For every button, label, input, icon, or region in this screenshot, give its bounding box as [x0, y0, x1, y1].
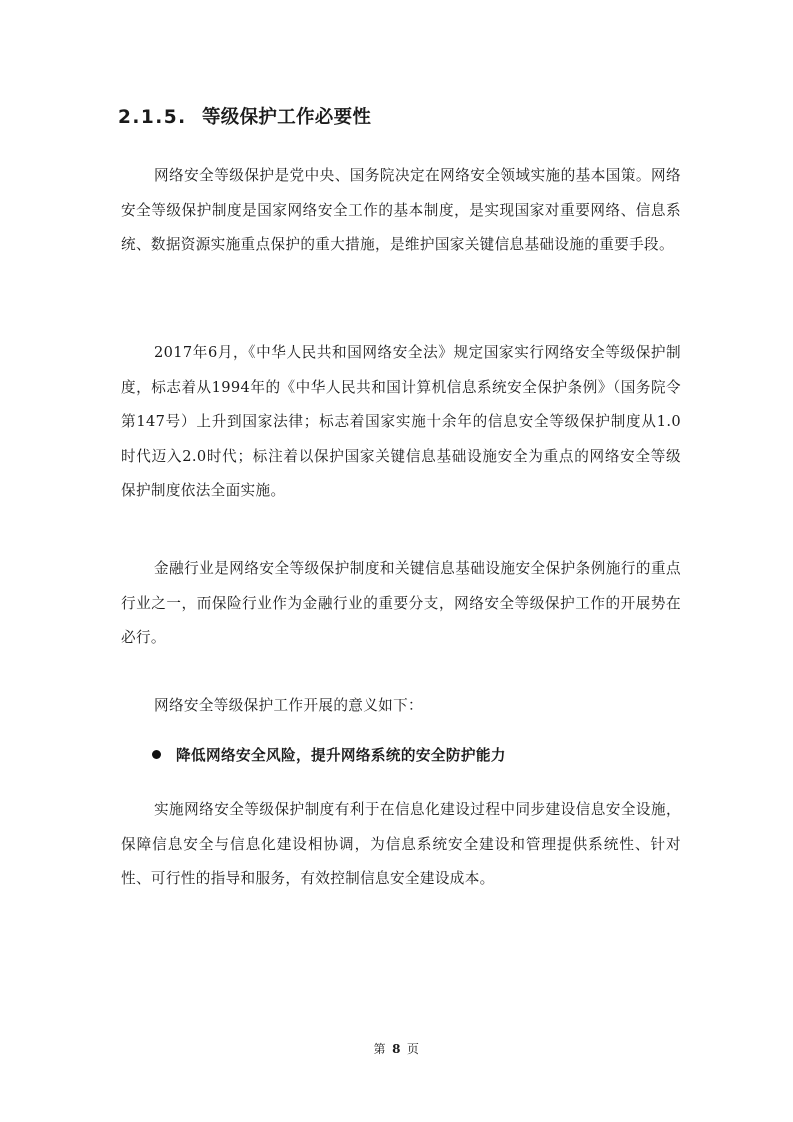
- paragraph-5: 实施网络安全等级保护制度有利于在信息化建设过程中同步建设信息安全设施，保障信息安全与信息化建设相协调，为信息系统安全建设和管理提供系统性、针对性、可行性的指导和服务，有效控制信息安全建设成本。: [121, 801, 681, 887]
- bullet-dot-icon: [152, 750, 161, 759]
- section-number: 2.1.5.: [118, 107, 187, 128]
- section-heading: [118, 103, 371, 129]
- page-footer: [0, 1040, 793, 1057]
- page-number: 8: [392, 1042, 401, 1056]
- paragraph-1: 网络安全等级保护是党中央、国务院决定在网络安全领域实施的基本国策。网络安全等级保护制度是国家网络安全工作的基本制度，是实现国家对重要网络、信息系统、数据资源实施重点保护的重大措施，是维护国家关键信息基础设施的重要手段。: [121, 167, 681, 253]
- paragraph-4: 网络安全等级保护工作开展的意义如下：: [154, 697, 423, 714]
- paragraph-3: 金融行业是网络安全等级保护制度和关键信息基础设施安全保护条例施行的重点行业之一，而保险行业作为金融行业的重要分支，网络安全等级保护工作的开展势在必行。: [121, 560, 681, 646]
- paragraph-2: 2017年6月，《中华人民共和国网络安全法》规定国家实行网络安全等级保护制度，标志着从1994年的《中华人民共和国计算机信息系统安全保护条例》（国务院令第147号）上升到国家法律；标志着国家实施十余年的信息安全等级保护制度从1.0时代迈入2.0时代；标注着以保护国家关键信息基础设施安全为重点的网络安全等级保护制度依法全面实施。: [121, 344, 681, 499]
- bullet-item: [152, 744, 506, 765]
- footer-prefix: 第: [373, 1042, 387, 1056]
- section-title: 等级保护工作必要性: [202, 107, 372, 128]
- bullet-text: 降低网络安全风险，提升网络系统的安全防护能力: [176, 747, 506, 764]
- footer-suffix: 页: [406, 1042, 420, 1056]
